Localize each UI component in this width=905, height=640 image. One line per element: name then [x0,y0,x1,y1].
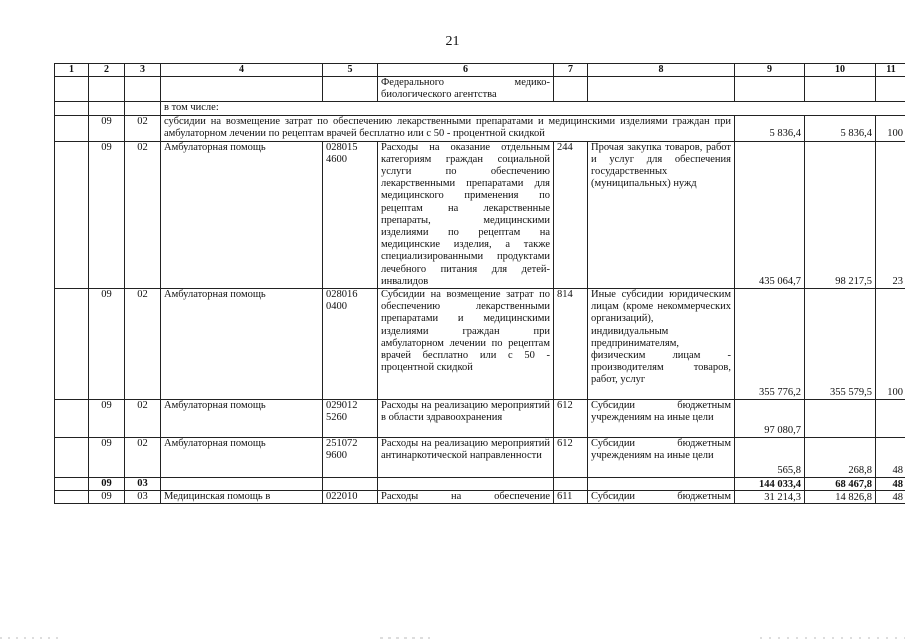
cell-col1 [55,400,89,438]
cell-subsection: 02 [125,115,161,141]
table-row [55,400,905,438]
subtotal-row [55,478,905,491]
cell-planned [735,77,805,102]
cell-planned: 565,8 [735,438,805,478]
cell-target-code: 029012 5260 [323,400,378,438]
cell-col1 [55,141,89,288]
cell-subsection: 02 [125,141,161,288]
cell-subsidy-description: субсидии на возмещение затрат по обеспечению лекарственными препаратами и медицинскими изделиями граждан при амбулаторном лечении по рецептам врачей бесплатно или с 50 - процентной скидкой [161,115,735,141]
header-cell: 4 [161,64,323,77]
cell-section: 09 [89,289,125,400]
cell-executed: 268,8 [805,438,876,478]
header-cell: 5 [323,64,378,77]
header-cell: 1 [55,64,89,77]
cell-target-name: Расходы на оказание отдельным категориям граждан социальной услуги по обеспечению лекарственными препаратами для медицинского применения по рецептам на лекарственные препараты, медицинскими изделиями по рецептам на медицинские изделия, а также специализированными продуктами лечебного питания для детей-инвалидов [378,141,554,288]
cell-planned: 144 033,4 [735,478,805,491]
cell-expense-name: Иные субсидии юридическим лицам (кроме некоммерческих организаций), индивидуальным предпринимателям, физическим лицам - производителям товаров, работ, услуг [588,289,735,400]
cell-executed: 68 467,8 [805,478,876,491]
cell-expense-code: 814 [554,289,588,400]
cell-target-code: 028016 0400 [323,289,378,400]
cell-section: 09 [89,115,125,141]
cell-target-name: Субсидии на возмещение затрат по обеспечению лекарственными препаратами и медицинскими изделиями граждан при амбулаторном лечении по рецептам врачей бесплатно или с 50 - процентной скидкой [378,289,554,400]
cell-section: 09 [89,491,125,504]
cell-target-code [323,77,378,102]
budget-table [54,63,905,504]
header-row [55,64,905,77]
cell-name: Медицинская помощь в [161,491,323,504]
cell-section: 09 [89,478,125,491]
cell-name: Амбулаторная помощь [161,289,323,400]
cell-subsection: 02 [125,400,161,438]
cell-executed: 14 826,8 [805,491,876,504]
cell-executed [805,400,876,438]
table-row [55,115,905,141]
cell-name: Амбулаторная помощь [161,438,323,478]
cell-section [89,77,125,102]
cell-col1 [55,102,89,115]
cell-target-name: Расходы на реализацию мероприятий в области здравоохранения [378,400,554,438]
header-cell: 7 [554,64,588,77]
cell-planned: 5 836,4 [735,115,805,141]
cell-col1 [55,491,89,504]
cell-executed: 355 579,5 [805,289,876,400]
cell-expense-code [554,478,588,491]
cell-expense-code [554,77,588,102]
table-row [55,491,905,504]
header-cell: 8 [588,64,735,77]
cell-target-name: Расходы на реализацию мероприятий антинаркотической направленности [378,438,554,478]
cell-percent: 100 [876,289,905,400]
table-row [55,289,905,400]
cell-subsection: 03 [125,478,161,491]
cell-expense-name [588,77,735,102]
cell-percent [876,77,905,102]
header-cell: 9 [735,64,805,77]
header-cell: 10 [805,64,876,77]
cell-percent: 48 [876,478,905,491]
cell-subsection [125,102,161,115]
cell-percent: 100 [876,115,905,141]
cell-expense-name: Субсидии бюджетным учреждениям на иные цели [588,400,735,438]
cell-percent: 48 [876,438,905,478]
cell-subsection: 02 [125,438,161,478]
cell-name: Амбулаторная помощь [161,400,323,438]
cell-target-name [378,478,554,491]
cell-expense-code: 244 [554,141,588,288]
cell-expense-code: 612 [554,400,588,438]
cell-name [161,478,323,491]
cell-executed: 5 836,4 [805,115,876,141]
cell-col1 [55,77,89,102]
cell-executed: 98 217,5 [805,141,876,288]
cell-expense-name: Прочая закупка товаров, работ и услуг для обеспечения государственных (муниципальных) нужд [588,141,735,288]
header-cell: 3 [125,64,161,77]
cell-expense-code: 611 [554,491,588,504]
table-row [55,438,905,478]
cell-target-name: Расходы на обеспечение [378,491,554,504]
table-row [55,77,905,102]
cell-section: 09 [89,141,125,288]
cell-expense-code: 612 [554,438,588,478]
cell-col1 [55,438,89,478]
cell-name [161,77,323,102]
cell-target-name: Федерального медико-биологического агентства [378,77,554,102]
cell-col1 [55,289,89,400]
cell-planned: 97 080,7 [735,400,805,438]
cell-expense-name [588,478,735,491]
cell-percent [876,400,905,438]
cell-section: 09 [89,438,125,478]
header-cell: 11 [876,64,905,77]
cell-col1 [55,115,89,141]
cell-percent: 23 [876,141,905,288]
header-cell: 2 [89,64,125,77]
cell-col1 [55,478,89,491]
cell-planned: 435 064,7 [735,141,805,288]
table-row [55,141,905,288]
cell-section: 09 [89,400,125,438]
cell-name: Амбулаторная помощь [161,141,323,288]
header-cell: 6 [378,64,554,77]
cell-section [89,102,125,115]
cell-percent: 48 [876,491,905,504]
cell-expense-name: Субсидии бюджетным [588,491,735,504]
table-row [55,102,905,115]
scan-artifacts [0,632,905,640]
cell-including-label: в том числе: [161,102,905,115]
cell-planned: 355 776,2 [735,289,805,400]
cell-target-code [323,478,378,491]
cell-subsection [125,77,161,102]
cell-executed [805,77,876,102]
cell-target-code: 251072 9600 [323,438,378,478]
cell-expense-name: Субсидии бюджетным учреждениям на иные цели [588,438,735,478]
page-number: 21 [445,34,460,49]
cell-target-code: 022010 [323,491,378,504]
cell-planned: 31 214,3 [735,491,805,504]
cell-subsection: 03 [125,491,161,504]
cell-target-code: 028015 4600 [323,141,378,288]
cell-subsection: 02 [125,289,161,400]
